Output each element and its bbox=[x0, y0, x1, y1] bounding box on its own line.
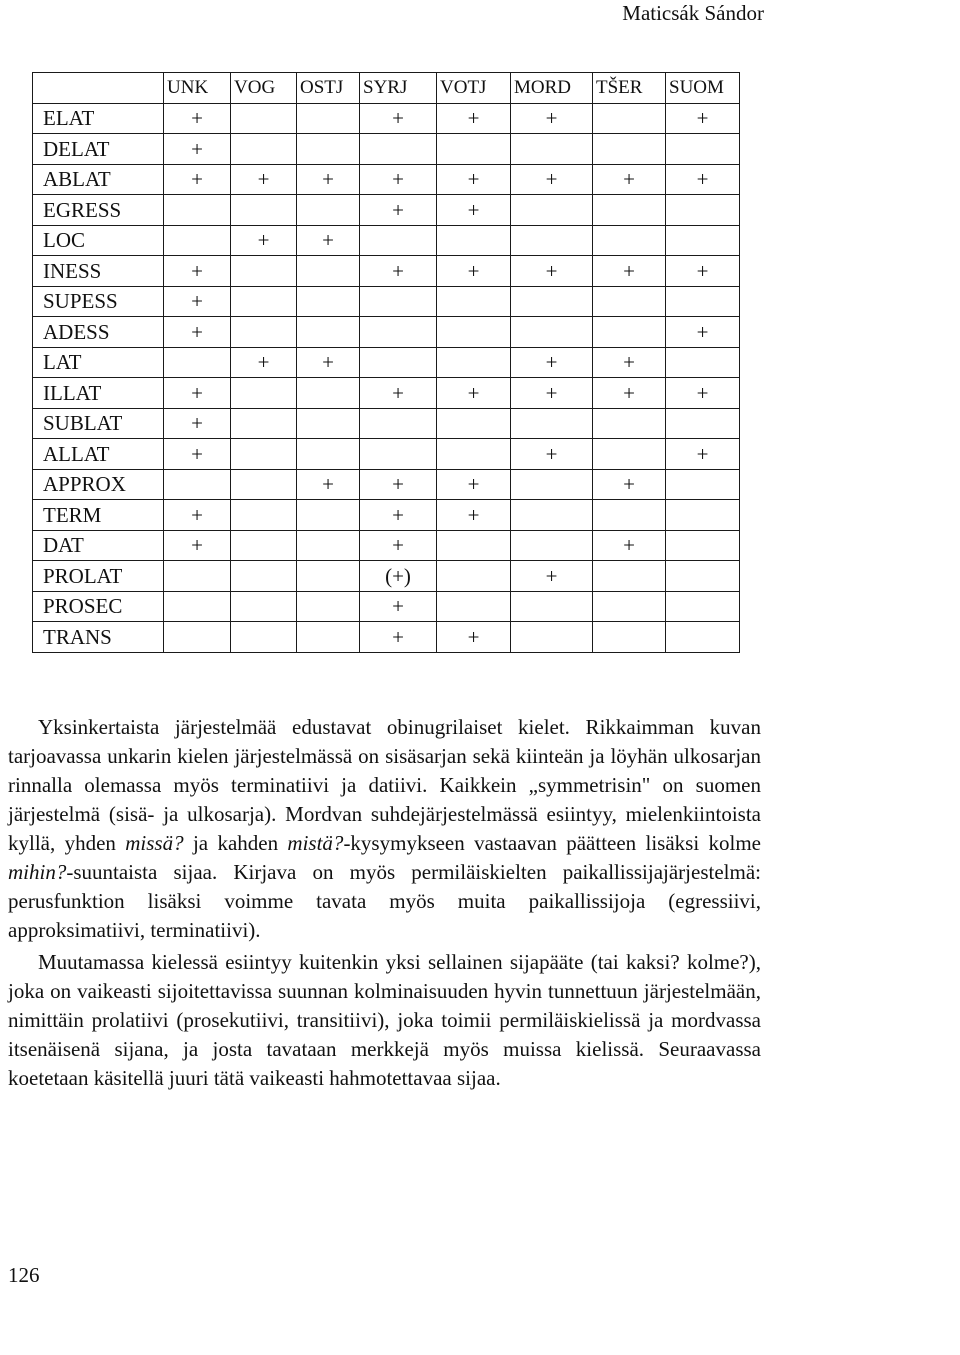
table-cell: + bbox=[164, 408, 231, 439]
table-cell: + bbox=[511, 164, 593, 195]
table-cell bbox=[297, 439, 360, 470]
case-name-cell: SUBLAT bbox=[33, 408, 164, 439]
table-cell bbox=[511, 530, 593, 561]
case-name-cell: LAT bbox=[33, 347, 164, 378]
table-cell bbox=[297, 500, 360, 531]
table-cell: + bbox=[297, 469, 360, 500]
table-cell: + bbox=[437, 469, 511, 500]
table-cell bbox=[164, 591, 231, 622]
table-row bbox=[33, 103, 740, 134]
table-corner-cell bbox=[33, 73, 164, 104]
case-name-cell: LOC bbox=[33, 225, 164, 256]
table-cell bbox=[666, 195, 740, 226]
table-cell bbox=[593, 591, 666, 622]
body-paragraph bbox=[8, 713, 761, 945]
table-row bbox=[33, 195, 740, 226]
table-cell bbox=[511, 195, 593, 226]
italic-term: missä? bbox=[125, 831, 184, 855]
table-cell: + bbox=[164, 530, 231, 561]
table-row bbox=[33, 256, 740, 287]
table-cell: + bbox=[360, 591, 437, 622]
table-cell: + bbox=[666, 378, 740, 409]
table-row bbox=[33, 500, 740, 531]
table-cell: + bbox=[164, 164, 231, 195]
table-cell bbox=[666, 286, 740, 317]
table-cell bbox=[297, 591, 360, 622]
table-cell: + bbox=[164, 378, 231, 409]
table-cell: + bbox=[360, 256, 437, 287]
table-cell: + bbox=[360, 622, 437, 653]
table-cell: + bbox=[511, 256, 593, 287]
column-header: VOTJ bbox=[437, 73, 511, 104]
table-row bbox=[33, 591, 740, 622]
table-cell bbox=[231, 134, 297, 165]
table-cell bbox=[437, 317, 511, 348]
table-cell bbox=[231, 469, 297, 500]
table-cell bbox=[437, 225, 511, 256]
running-header-author: Maticsák Sándor bbox=[622, 1, 764, 25]
table-cell: + bbox=[437, 500, 511, 531]
case-name-cell: ABLAT bbox=[33, 164, 164, 195]
case-name-cell: TRANS bbox=[33, 622, 164, 653]
italic-term: mistä? bbox=[287, 831, 344, 855]
table-cell bbox=[437, 530, 511, 561]
table-cell bbox=[360, 134, 437, 165]
column-header: UNK bbox=[164, 73, 231, 104]
text-run: ja kahden bbox=[183, 831, 288, 855]
table-cell: + bbox=[666, 439, 740, 470]
body-paragraph bbox=[8, 948, 761, 1093]
table-cell: + bbox=[666, 256, 740, 287]
column-header: TŠER bbox=[593, 73, 666, 104]
case-name-cell: ILLAT bbox=[33, 378, 164, 409]
table-cell bbox=[231, 408, 297, 439]
table-cell bbox=[297, 286, 360, 317]
case-system-table bbox=[32, 72, 740, 653]
body-text bbox=[8, 713, 761, 1093]
table-cell: + bbox=[437, 256, 511, 287]
case-name-cell: ALLAT bbox=[33, 439, 164, 470]
table-cell bbox=[297, 622, 360, 653]
table-cell: + bbox=[593, 469, 666, 500]
table-cell bbox=[511, 591, 593, 622]
table-cell: + bbox=[231, 347, 297, 378]
table-cell bbox=[297, 195, 360, 226]
table-row bbox=[33, 164, 740, 195]
table-cell bbox=[593, 439, 666, 470]
table-cell: + bbox=[511, 378, 593, 409]
table-cell: + bbox=[437, 378, 511, 409]
table-cell: + bbox=[297, 164, 360, 195]
table-cell bbox=[297, 256, 360, 287]
table-cell bbox=[593, 225, 666, 256]
table-cell bbox=[437, 561, 511, 592]
table-cell: + bbox=[593, 164, 666, 195]
table-cell bbox=[511, 225, 593, 256]
case-name-cell: DELAT bbox=[33, 134, 164, 165]
table-cell bbox=[666, 408, 740, 439]
table-header-row bbox=[33, 73, 740, 104]
table-cell: + bbox=[297, 347, 360, 378]
case-name-cell: ADESS bbox=[33, 317, 164, 348]
table-cell bbox=[666, 225, 740, 256]
table-cell bbox=[593, 134, 666, 165]
column-header: SYRJ bbox=[360, 73, 437, 104]
table-cell bbox=[164, 195, 231, 226]
table-cell bbox=[666, 469, 740, 500]
case-name-cell: SUPESS bbox=[33, 286, 164, 317]
table-cell bbox=[231, 622, 297, 653]
text-run: -kysymykseen vastaavan päätteen lisäksi kolme bbox=[343, 831, 762, 855]
case-name-cell: PROLAT bbox=[33, 561, 164, 592]
table-row bbox=[33, 530, 740, 561]
table-row bbox=[33, 561, 740, 592]
table-cell bbox=[511, 134, 593, 165]
case-name-cell: TERM bbox=[33, 500, 164, 531]
table-cell: + bbox=[511, 561, 593, 592]
table-cell bbox=[593, 195, 666, 226]
table-cell bbox=[360, 225, 437, 256]
table-row bbox=[33, 622, 740, 653]
table-cell bbox=[231, 256, 297, 287]
column-header: MORD bbox=[511, 73, 593, 104]
table-cell: + bbox=[360, 103, 437, 134]
table-cell bbox=[511, 286, 593, 317]
table-cell bbox=[511, 408, 593, 439]
table-cell bbox=[231, 103, 297, 134]
table-cell bbox=[297, 103, 360, 134]
table-cell bbox=[164, 561, 231, 592]
table-cell bbox=[164, 347, 231, 378]
table-cell: + bbox=[666, 317, 740, 348]
table-cell bbox=[437, 134, 511, 165]
case-name-cell: DAT bbox=[33, 530, 164, 561]
table-cell bbox=[297, 408, 360, 439]
table-cell bbox=[593, 286, 666, 317]
table-cell bbox=[593, 103, 666, 134]
table-cell bbox=[360, 317, 437, 348]
case-name-cell: EGRESS bbox=[33, 195, 164, 226]
table-cell bbox=[666, 530, 740, 561]
table-cell: + bbox=[593, 256, 666, 287]
table-cell bbox=[437, 286, 511, 317]
table-cell bbox=[511, 500, 593, 531]
table-cell bbox=[231, 317, 297, 348]
table-cell bbox=[297, 134, 360, 165]
table-row bbox=[33, 225, 740, 256]
table-cell bbox=[164, 622, 231, 653]
table-cell: + bbox=[511, 103, 593, 134]
table-cell bbox=[231, 591, 297, 622]
table-cell bbox=[437, 347, 511, 378]
table-cell bbox=[437, 439, 511, 470]
table-cell bbox=[231, 530, 297, 561]
table-cell bbox=[231, 439, 297, 470]
table-cell bbox=[666, 347, 740, 378]
table-cell bbox=[593, 408, 666, 439]
table-row bbox=[33, 134, 740, 165]
table-cell: + bbox=[164, 317, 231, 348]
table-cell bbox=[511, 622, 593, 653]
text-run: -suuntaista sijaa. Kirjava on myös permiläiskielten paikallissijajärjestelmä: perusfunktion lisäksi voimme tavata myös muita paikallissijoja (egressiivi, approksimatiivi, terminatiivi). bbox=[8, 860, 761, 942]
table-cell: + bbox=[511, 347, 593, 378]
table-cell bbox=[164, 225, 231, 256]
table-cell: + bbox=[164, 286, 231, 317]
table-cell: + bbox=[360, 530, 437, 561]
table-cell bbox=[437, 591, 511, 622]
table-cell bbox=[231, 286, 297, 317]
text-run: Yksinkertaista järjestelmää edustavat obinugrilaiset kielet. Rikkaimman kuvan tarjoavassa unkarin kielen järjestelmässä on sisäsarjan sekä kiinteän ja löyhän ulkosarjan rinnalla olemassa myös terminatiivi ja datiivi. Kaikkein „symmetrisin" on suomen järjestelmä (sisä- ja ulkosarja). Mordvan suhdejärjestelmässä esiintyy, mielenkiintoista kyllä, yhden bbox=[8, 715, 761, 855]
table-row bbox=[33, 469, 740, 500]
table-cell: + bbox=[593, 347, 666, 378]
table-cell: + bbox=[360, 164, 437, 195]
column-header: OSTJ bbox=[297, 73, 360, 104]
table-cell: + bbox=[360, 500, 437, 531]
page-number: 126 bbox=[8, 1263, 40, 1287]
italic-term: mihin? bbox=[8, 860, 67, 884]
table-cell bbox=[593, 561, 666, 592]
table-cell bbox=[437, 408, 511, 439]
table-cell: + bbox=[593, 530, 666, 561]
case-name-cell: PROSEC bbox=[33, 591, 164, 622]
table-cell: (+) bbox=[360, 561, 437, 592]
table-cell bbox=[593, 500, 666, 531]
table-cell bbox=[666, 591, 740, 622]
table-row bbox=[33, 286, 740, 317]
column-header: SUOM bbox=[666, 73, 740, 104]
case-name-cell: APPROX bbox=[33, 469, 164, 500]
table-cell: + bbox=[297, 225, 360, 256]
table-body bbox=[33, 103, 740, 652]
table-cell bbox=[360, 439, 437, 470]
table-cell bbox=[511, 317, 593, 348]
table-cell bbox=[666, 134, 740, 165]
table-cell bbox=[297, 530, 360, 561]
table-row bbox=[33, 317, 740, 348]
column-header: VOG bbox=[231, 73, 297, 104]
table-row bbox=[33, 347, 740, 378]
table-cell: + bbox=[437, 164, 511, 195]
table-cell bbox=[360, 408, 437, 439]
text-run: Muutamassa kielessä esiintyy kuitenkin yksi sellainen sijapääte (tai kaksi? kolme?), joka on vaikeasti sijoitettavissa suunnan kolminaisuuden hyvin tunnettuun järjestelmään, nimittäin prolatiivi (prosekutiivi, transitiivi), joka toimii permiläiskielissä ja mordvassa itsenäisenä sijana, ja josta tavataan merkkejä myös muissa kielissä. Seuraavassa koetetaan käsitellä juuri tätä vaikeasti hahmotettavaa sijaa. bbox=[8, 950, 761, 1090]
table-cell: + bbox=[437, 195, 511, 226]
table-cell bbox=[297, 317, 360, 348]
table-cell bbox=[164, 469, 231, 500]
table-cell bbox=[231, 561, 297, 592]
table-cell bbox=[666, 622, 740, 653]
table-cell: + bbox=[164, 439, 231, 470]
table-cell bbox=[231, 378, 297, 409]
table-cell: + bbox=[511, 439, 593, 470]
table-cell bbox=[231, 195, 297, 226]
table-cell bbox=[231, 500, 297, 531]
table-cell: + bbox=[360, 378, 437, 409]
table-cell: + bbox=[666, 103, 740, 134]
table-row bbox=[33, 378, 740, 409]
table-cell: + bbox=[164, 103, 231, 134]
table-cell: + bbox=[666, 164, 740, 195]
table-cell bbox=[666, 500, 740, 531]
table-row bbox=[33, 439, 740, 470]
table-cell: + bbox=[360, 195, 437, 226]
table-cell: + bbox=[437, 103, 511, 134]
table-cell bbox=[360, 286, 437, 317]
table-cell: + bbox=[231, 164, 297, 195]
table-cell: + bbox=[164, 256, 231, 287]
table-cell bbox=[360, 347, 437, 378]
case-name-cell: ELAT bbox=[33, 103, 164, 134]
table-cell: + bbox=[360, 469, 437, 500]
table-cell bbox=[593, 317, 666, 348]
table-cell: + bbox=[231, 225, 297, 256]
table-cell bbox=[297, 378, 360, 409]
table-cell: + bbox=[164, 134, 231, 165]
table-cell bbox=[297, 561, 360, 592]
table-cell bbox=[666, 561, 740, 592]
table-cell: + bbox=[164, 500, 231, 531]
table-row bbox=[33, 408, 740, 439]
table-cell: + bbox=[437, 622, 511, 653]
case-name-cell: INESS bbox=[33, 256, 164, 287]
table-cell bbox=[593, 622, 666, 653]
table-cell: + bbox=[593, 378, 666, 409]
table-cell bbox=[511, 469, 593, 500]
